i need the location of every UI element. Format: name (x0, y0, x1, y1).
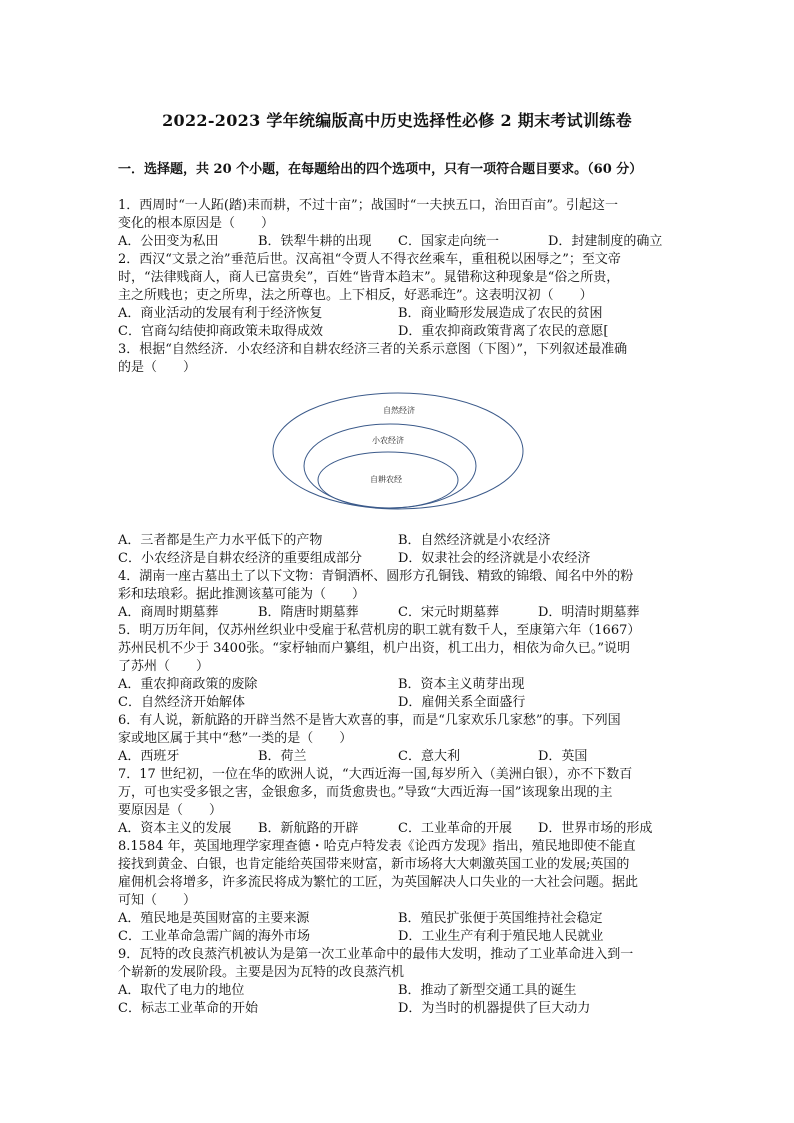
q9-option-d: D．为当时的机器提供了巨大动力 (398, 1001, 591, 1016)
q5-option-c: C．自然经济开始解体 (118, 695, 245, 710)
q8-option-b: B．殖民扩张便于英国维持社会稳定 (398, 911, 603, 926)
q4-option-a: A．商周时期墓葬 (118, 605, 219, 620)
q5-stem-line: 了苏州（ ） (118, 659, 210, 674)
label-self-cultivating-economy: 自耕农经 (370, 475, 402, 484)
q2-option-b: B．商业畸形发展造成了农民的贫困 (398, 306, 603, 321)
q3-option-a: A．三者都是生产力水平低下的产物 (118, 533, 323, 548)
q7-option-b: B．新航路的开辟 (258, 821, 359, 836)
q6-option-b: B．荷兰 (258, 749, 307, 764)
q1-stem-line: 1．西周时“一人跖(踏)耒而耕，不过十亩”；战国时“一夫挟五口，治田百亩”。引起这一 (118, 198, 618, 213)
q2-option-d: D．重农抑商政策背离了农民的意愿[ (398, 324, 609, 339)
q8-stem-line: 8.1584 年，英国地理学家理查德・哈克卢特发表《论西方发现》指出，殖民地即使不能直 (118, 839, 636, 854)
q9-stem-line: 9．瓦特的改良蒸汽机被认为是第一次工业革命中的最伟大发明，推动了工业革命进入到一 (118, 947, 634, 962)
section-heading: 一．选择题，共 20 个小题，在每题给出的四个选项中，只有一项符合题目要求。（60 分） (118, 162, 643, 177)
q9-stem-line: 个崭新的发展阶段。主要是因为瓦特的改良蒸汽机 (118, 965, 405, 980)
q5-option-a: A．重农抑商政策的废除 (118, 677, 258, 692)
q5-stem-line: 5．明万历年间，仅苏州丝织业中受雇于私营机房的职工就有数千人，至康第六年（1667） (118, 623, 641, 638)
q1-option-d: D．封建制度的确立 (548, 234, 663, 249)
q9-option-a: A．取代了电力的地位 (118, 983, 245, 998)
q4-option-c: C．宋元时期墓葬 (398, 605, 499, 620)
q4-stem-line: 彩和珐琅彩。据此推测该墓可能为（ ） (118, 587, 366, 602)
q5-stem-line: 苏州民机不少于 3400张。“家杼轴而户纂组，机户出资，机工出力，相依为命久已。”说明 (118, 641, 631, 656)
q5-option-d: D．雇佣关系全面盛行 (398, 695, 526, 710)
q8-option-c: C．工业革命急需广阔的海外市场 (118, 929, 310, 944)
q1-option-c: C．国家走向统一 (398, 234, 499, 249)
q6-option-a: A．西班牙 (118, 749, 180, 764)
q2-stem-line: 时，“法律贱商人，商人已富贵矣”，百姓“皆背本趋末”。晁错称这种现象是“俗之所贵， (118, 270, 620, 285)
q3-stem-line: 的是（ ） (118, 360, 197, 375)
q4-option-d: D．明清时期墓葬 (538, 605, 640, 620)
q1-option-a: A．公田变为私田 (118, 234, 219, 249)
q2-stem-line: 主之所贱也；吏之所卑，法之所尊也。上下相反，好恶乖迕”。这表明汉初（ ） (118, 288, 593, 303)
q7-option-d: D．世界市场的形成 (538, 821, 653, 836)
q4-stem-line: 4．湖南一座古墓出土了以下文物：青铜酒杯、圆形方孔铜钱、精致的锦缎、闻名中外的粉 (118, 569, 634, 584)
q7-option-a: A．资本主义的发展 (118, 821, 232, 836)
q7-option-c: C．工业革命的开展 (398, 821, 512, 836)
q4-option-b: B．隋唐时期墓葬 (258, 605, 359, 620)
q2-stem-line: 2．西汉“文景之治”垂范后世。汉高祖“令贾人不得衣丝乘车，重租税以困辱之”；至文帝 (118, 252, 621, 267)
q6-option-c: C．意大利 (398, 749, 460, 764)
q7-stem-line: 7．17 世纪初，一位在华的欧洲人说，“大西近海一国,每岁所入（美洲白银），亦不下数百 (118, 767, 633, 782)
q9-option-c: C．标志工业革命的开始 (118, 1001, 258, 1016)
q7-stem-line: 万，可也实受多银之害，金银愈多，而货愈贵也。”导致“大西近海一国”该现象出现的主 (118, 785, 613, 800)
q2-option-a: A．商业活动的发展有利于经济恢复 (118, 306, 323, 321)
label-natural-economy: 自然经济 (383, 406, 415, 415)
q8-stem-line: 接找到黄金、白银，也肯定能给英国带来财富，新市场将大大刺激英国工业的发展;英国的 (118, 857, 630, 872)
economy-relationship-diagram (268, 386, 528, 516)
q3-option-c: C．小农经济是自耕农经济的重要组成部分 (118, 551, 362, 566)
q1-stem-line: 变化的根本原因是（ ） (118, 216, 275, 231)
q8-option-d: D．工业生产有利于殖民地人民就业 (398, 929, 604, 944)
q7-stem-line: 要原因是（ ） (118, 803, 223, 818)
q9-option-b: B．推动了新型交通工具的诞生 (398, 983, 577, 998)
q3-stem-line: 3．根据“自然经济．小农经济和自耕农经济三者的关系示意图（下图）”，下列叙述最准确 (118, 342, 628, 357)
q3-option-b: B．自然经济就是小农经济 (398, 533, 551, 548)
q8-stem-line: 雇佣机会将增多，许多流民将成为繁忙的工匠，为英国解决人口失业的一大社会问题。据此 (118, 875, 639, 890)
q6-stem-line: 6．有人说，新航路的开辟当然不是皆大欢喜的事，而是“几家欢乐几家愁”的事。下列国 (118, 713, 621, 728)
q8-option-a: A．殖民地是英国财富的主要来源 (118, 911, 310, 926)
q5-option-b: B．资本主义萌芽出现 (398, 677, 525, 692)
q1-option-b: B．铁犁牛耕的出现 (258, 234, 372, 249)
q8-stem-line: 可知（ ） (118, 893, 197, 908)
label-small-peasant-economy: 小农经济 (372, 436, 404, 445)
page-title: 2022-2023 学年统编版高中历史选择性必修 2 期末考试训练卷 (162, 111, 632, 130)
q2-option-c: C．官商勾结使抑商政策未取得成效 (118, 324, 323, 339)
q6-stem-line: 家或地区属于其中“愁”一类的是（ ） (118, 731, 353, 746)
q6-option-d: D．英国 (538, 749, 588, 764)
q3-option-d: D．奴隶社会的经济就是小农经济 (398, 551, 591, 566)
